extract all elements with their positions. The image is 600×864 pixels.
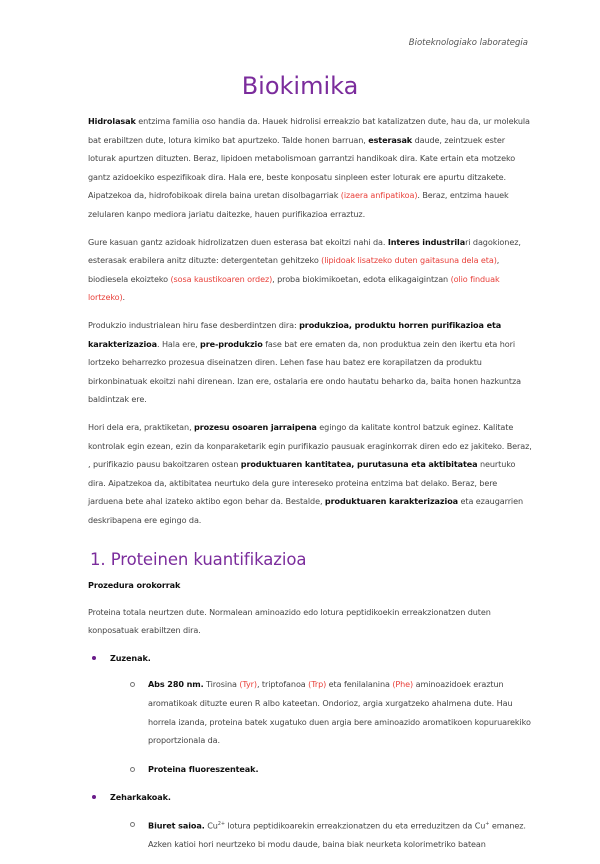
section-intro: Proteina totala neurtzen dute. Normalean aminoazido edo lotura peptidikoekin erreakzionatzen duten konposatuak erabiltzen dira. — [88, 606, 491, 636]
paragraph-interes-industriala — [88, 233, 532, 307]
paragraph-kalitate-kontrola — [88, 418, 532, 530]
bold-term: pre-produkzio — [200, 338, 263, 349]
text-run: Gure kasuan gantz azidoak hidrolizatzen duen esterasa bat ekoitzi nahi da. — [88, 236, 388, 247]
text-run: daude, zeintzuek ester loturak apurtzen dituzten. Beraz, lipidoen metabolismoan garrantzi handikoak dira. Kate ertain eta motzeko gantz azidoekiko espezifikoak dira. Hala ere, beste konposatu sinpleen ester loturak ere apurtu ditzakete. Aipatzekoa da, hidrofobikoak direla baina uretan disolbagarriak — [88, 134, 516, 201]
text-run: entzima familia oso handia da. Hauek hidrolisi erreakzio bat katalizatzen dute, hau da, ur molekula bat erabiltzen dute, lotura kimiko bat apurtzeko. Talde honen barruan, — [88, 116, 530, 145]
bold-term: Biuret saioa. — [148, 820, 205, 831]
list-item-fluoreszenteak: Proteina fluoreszenteak. — [88, 760, 532, 779]
highlighted-note: (olio finduak lortzeko) — [88, 273, 500, 303]
text-run: lotura peptidikoarekin erreakzionatzen du eta erreduzitzen da Cu — [224, 820, 486, 831]
highlighted-note: (izaera anfipatikoa) — [340, 190, 418, 201]
document-title: Biokimika — [241, 72, 359, 100]
list-item-abs-280 — [88, 675, 532, 749]
list-item-zeharkakoak: Zeharkakoak. — [88, 788, 532, 807]
method-list — [88, 649, 532, 854]
bold-term: produktuaren karakterizazioa — [324, 496, 459, 507]
highlighted-note: (Phe) — [392, 679, 414, 690]
bold-term: produktuaren kantitatea, purutasuna eta aktibitatea — [240, 459, 478, 470]
text-run: . Hala ere, — [157, 338, 201, 349]
bold-term: produkzioa, produktu horren purifikazioa eta karakterizazioa — [88, 319, 502, 349]
text-run: , proba biokimikoetan, edota elikagaigintzan — [272, 273, 451, 284]
bold-term: esterasak — [368, 134, 413, 145]
text-run: . Beraz, entzima hauek zelularen kanpo mediora jariatu daitezke, hauen purifikazioa erraztuz. — [88, 190, 509, 219]
bold-term: Hidrolasak — [88, 116, 136, 126]
highlighted-note: (Trp) — [308, 679, 327, 690]
text-run: neurtuko dira. Aipatzekoa da, aktibitatea neurtuko dela gure intereseko proteina entzima bat delako. Beraz, bere jarduena bete ahal izateko aktibo egon behar da. Bestalde, — [88, 459, 516, 507]
highlighted-note: (lipidoak lisatzeko duten gaitasuna dela eta) — [321, 255, 497, 266]
list-item-biuret — [88, 815, 532, 854]
text-run: ri dagokionez, esterasak erabilera anitz dituzte: detergentetan gehitzeko — [88, 236, 521, 266]
text-run: , triptofanoa — [256, 679, 309, 690]
paragraph-hidrolasak — [88, 112, 532, 224]
bold-term: prozesu osoaren jarraipena — [194, 421, 317, 432]
running-header: Bioteknologiako laborategia — [408, 38, 528, 48]
bold-term: Abs 280 nm. — [148, 679, 204, 690]
text-run: fase bat ere ematen da, non produktua zein den ikertu eta hori lortzeko beharrezko prozesua diseinatzen diren. Lehen fase hau batez ere korapilatzen da produktu birkonbinatuak ekoitzi nahi direnean. Izan ere, ostalaria ere ondo hautatu beharko da, baita honen hazkuntza baldintzak ere. — [88, 338, 522, 405]
section-heading: 1. Proteinen kuantifikazioa — [90, 550, 307, 570]
text-run: eta fenilalanina — [326, 679, 393, 690]
document-body — [88, 112, 532, 864]
text-run: . — [122, 292, 126, 303]
text-run: Produkzio industrialean hiru fase desberdintzen dira: — [88, 319, 300, 330]
bold-term: Interes industrila — [387, 236, 466, 247]
paragraph-produkzioa — [88, 316, 532, 409]
text-run: eta ezaugarrien deskribapena ere egingo da. — [88, 496, 523, 525]
highlighted-note: (Tyr) — [239, 679, 257, 690]
highlighted-note: (sosa kaustikoaren ordez) — [170, 273, 273, 284]
text-run: Hori dela era, praktiketan, — [88, 421, 195, 432]
text-run: Tirosina — [203, 679, 240, 690]
text-run: emanez. Azken katioi hori neurtzeko bi modu daude, baina biak neurketa kolorimetriko batean — [148, 820, 526, 850]
text-run: egingo da kalitate kontrol batzuk eginez. Kalitate kontrolak egin ezean, ezin da konparaketarik egin purifikazio pausuak eraginkorrak diren edo ez jakiteko. Beraz, , purifikazio pausu bakoitzaren ostean — [88, 421, 532, 470]
subheading: Prozedura orokorrak — [88, 580, 181, 591]
text-run: aminoazidoek eraztun aromatikoak dituzte euren R albo kateetan. Ondorioz, argia xurgatzeko ahalmena dute. Hau horrela izanda, proteina batek xugatuko duen argia bere aminoazido aromatikoen kopuruarekiko proportzionala da. — [148, 679, 531, 746]
list-item-zuzenak: Zuzenak. — [88, 649, 532, 668]
text-run: + — [485, 821, 490, 827]
text-run: , biodiesela ekoizteko — [88, 255, 500, 284]
text-run: Cu — [204, 820, 218, 831]
text-run: 2+ — [217, 821, 225, 827]
